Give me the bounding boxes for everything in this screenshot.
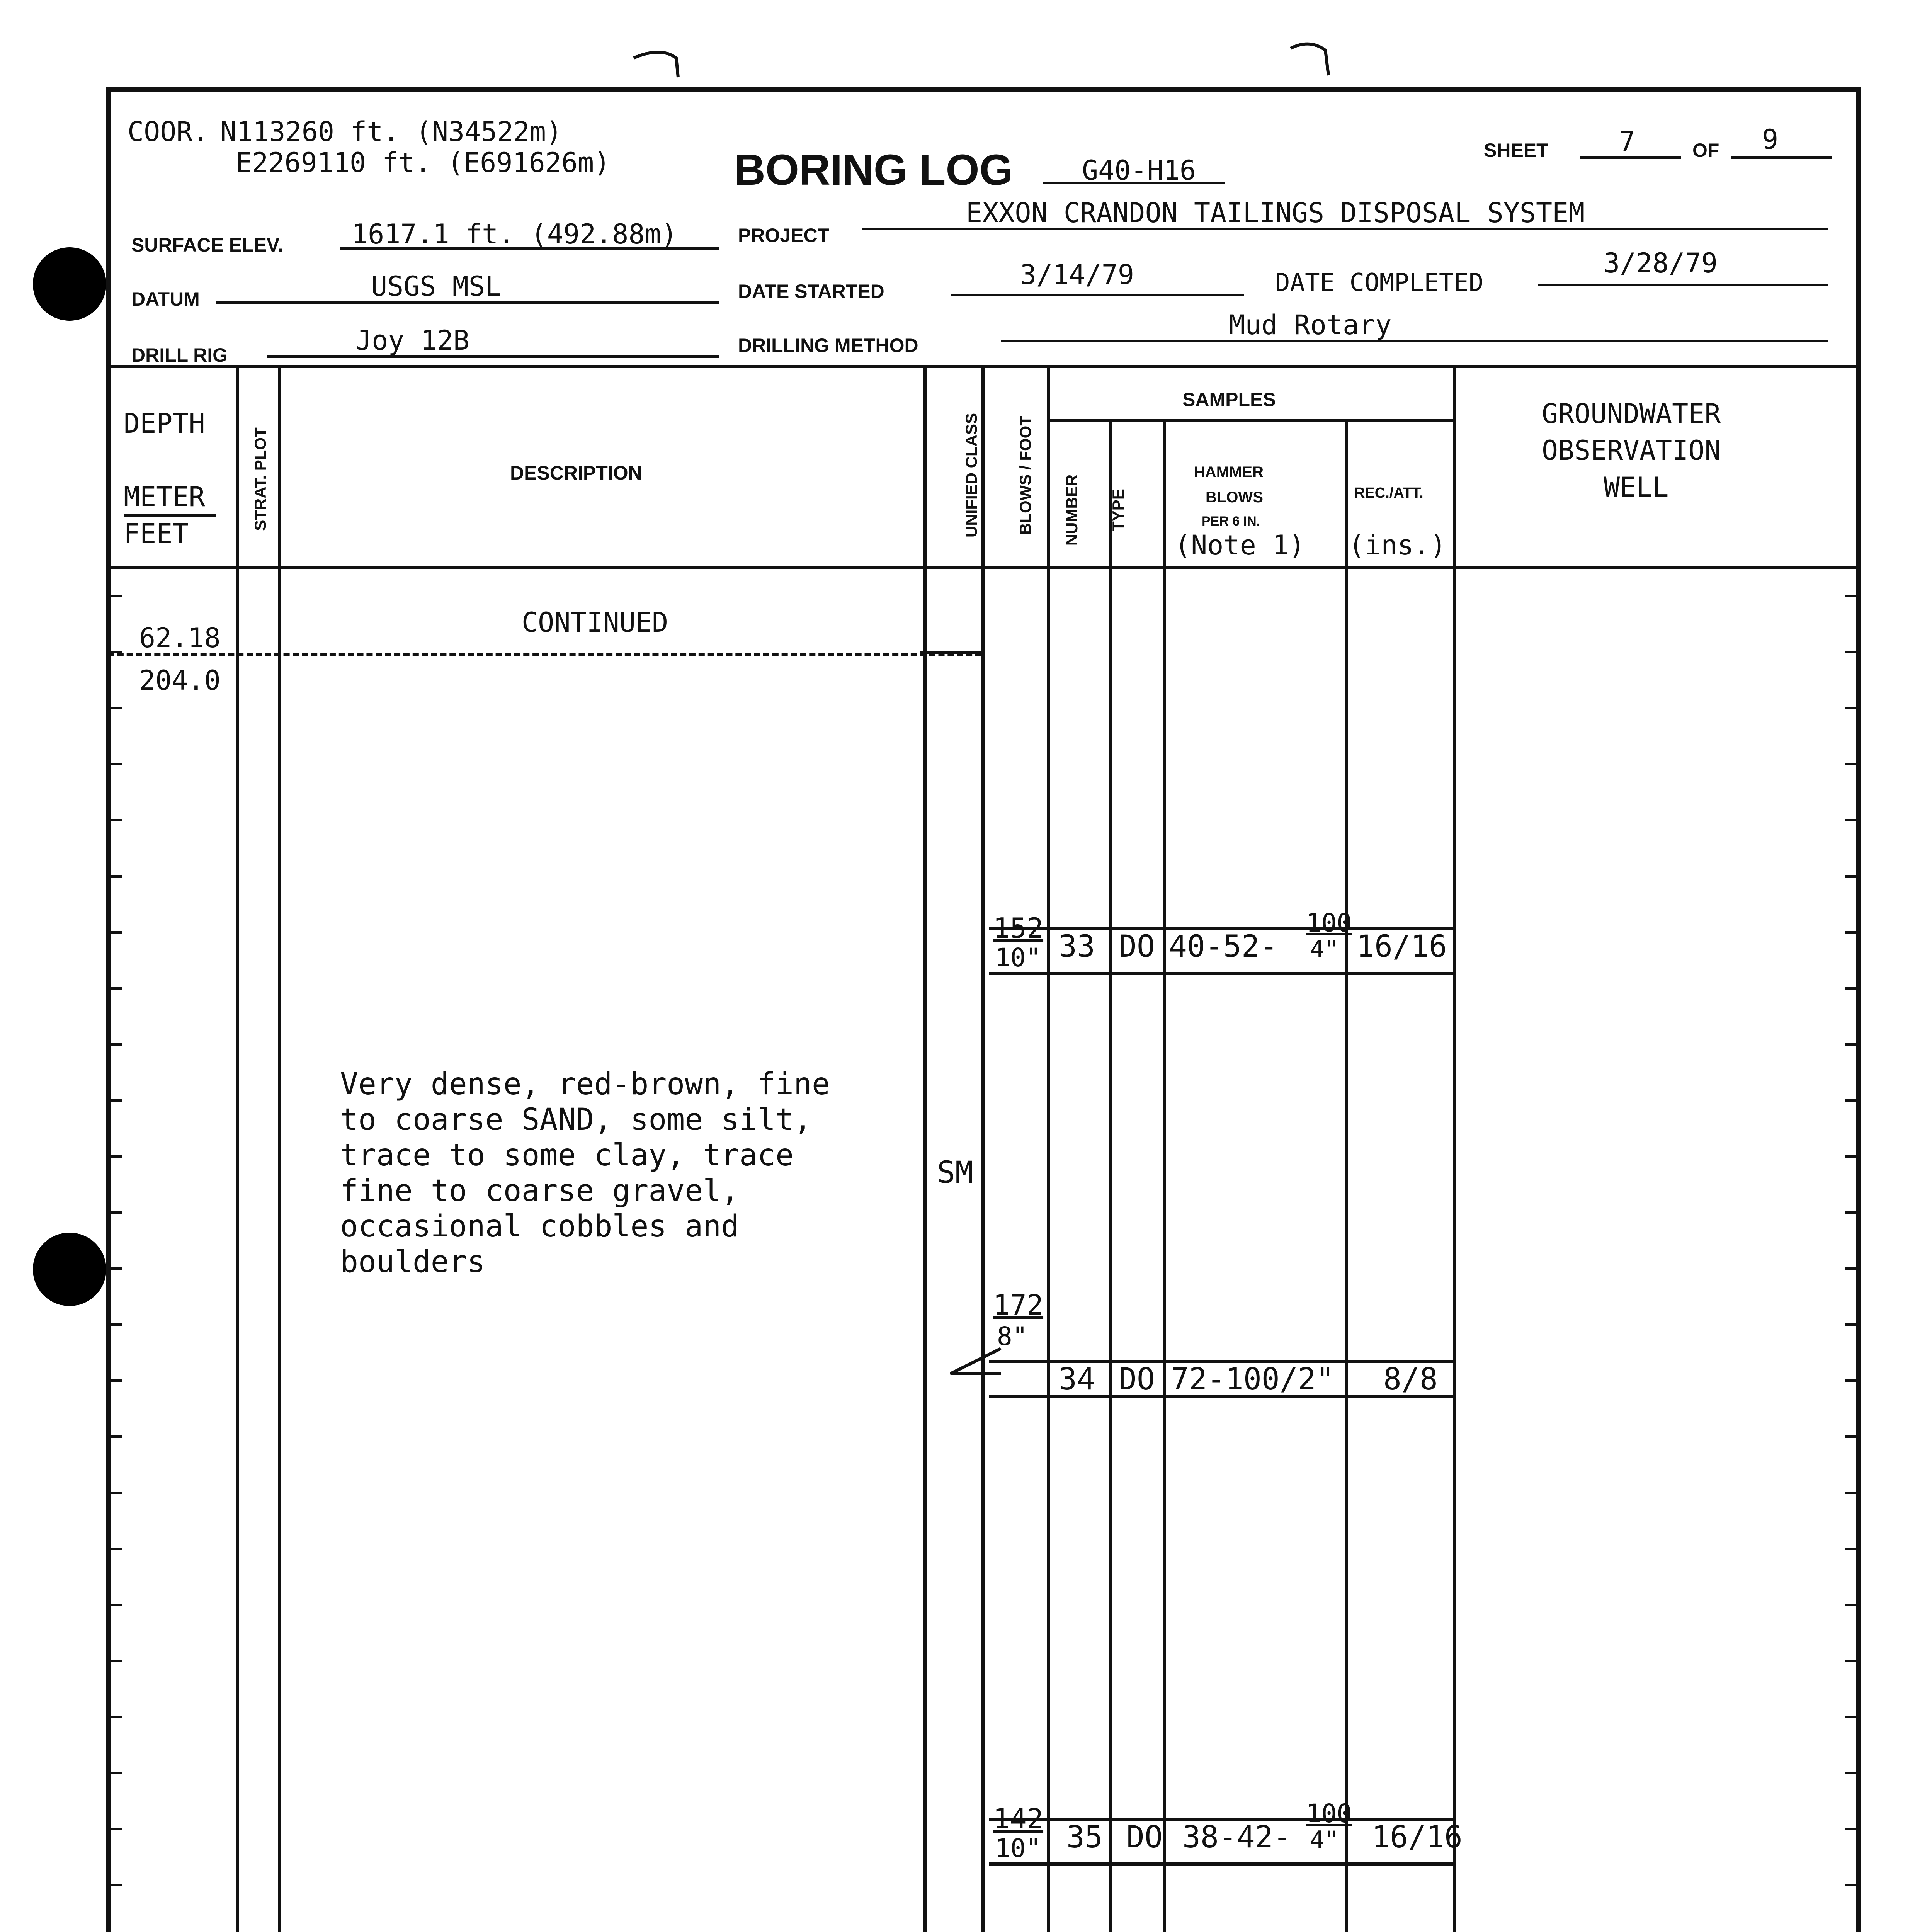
sample-34-blows-num: 172 [993, 1289, 1044, 1321]
depth-tick [110, 763, 122, 765]
drill-rig-label: DRILL RIG [131, 344, 228, 366]
depth-tick [1845, 987, 1857, 990]
sample-34-blows-den: 8" [997, 1321, 1028, 1351]
depth-tick [1845, 651, 1857, 653]
col-strat-plot: STRAT. PLOT [251, 427, 269, 531]
col-description: DESCRIPTION [510, 462, 642, 484]
top-boundary-dashed [108, 653, 981, 656]
sample-35-hammer-num: 100 [1306, 1799, 1352, 1828]
depth-tick [110, 987, 122, 990]
boring-log-title: BORING LOG [734, 146, 1013, 194]
depth-tick [110, 1435, 122, 1438]
depth-tick [1845, 1267, 1857, 1270]
depth-tick [1845, 1043, 1857, 1046]
col-line-number [1109, 419, 1112, 1932]
depth-tick [1845, 1716, 1857, 1718]
depth-tick [1845, 1660, 1857, 1662]
layer-1-class: SM [937, 1155, 973, 1190]
drilling-method-value: Mud Rotary [1229, 309, 1392, 341]
depth-tick [1845, 1604, 1857, 1606]
depth-tick [1845, 1492, 1857, 1494]
col-type: TYPE [1109, 489, 1127, 531]
depth-tick [110, 875, 122, 878]
drill-rig-underline [267, 355, 719, 358]
sample-35-bottom [989, 1862, 1453, 1866]
sample-33-blows-num: 152 [993, 912, 1044, 944]
punch-hole-middle [33, 1233, 106, 1306]
depth-tick [110, 1604, 122, 1606]
depth-tick [1845, 1548, 1857, 1550]
depth-tick [1845, 1884, 1857, 1886]
col-hammer-l1: HAMMER [1194, 464, 1264, 481]
depth-tick [1845, 1828, 1857, 1830]
col-meter: METER [124, 481, 205, 513]
datum-underline [216, 301, 719, 304]
col-blows-foot: BLOWS / FOOT [1016, 416, 1034, 535]
depth-top-meter: 62.18 [139, 622, 221, 654]
continued-top: CONTINUED [522, 607, 668, 638]
col-feet: FEET [124, 518, 189, 549]
boring-id: G40-H16 [1082, 155, 1196, 186]
col-rec-att: REC./ATT. [1354, 485, 1423, 501]
depth-tick [1845, 1435, 1857, 1438]
depth-tick [110, 1379, 122, 1382]
sample-35-blows-num: 142 [993, 1803, 1044, 1835]
depth-tick [110, 1211, 122, 1214]
depth-tick [1845, 1323, 1857, 1326]
coor-east: E2269110 ft. (E691626m) [236, 147, 611, 179]
depth-tick [1845, 1772, 1857, 1774]
sample-33-hammer-num: 100 [1306, 908, 1352, 938]
depth-tick [110, 1492, 122, 1494]
depth-tick [110, 1660, 122, 1662]
depth-tick [110, 1267, 122, 1270]
top-mark-left [630, 43, 688, 89]
depth-tick [110, 1548, 122, 1550]
coor-north: N113260 ft. (N34522m) [220, 116, 563, 148]
project-underline [862, 228, 1828, 230]
sheet-number-underline [1580, 156, 1681, 159]
project-label: PROJECT [738, 224, 830, 246]
depth-tick [110, 1155, 122, 1158]
datum-label: DATUM [131, 288, 200, 310]
depth-tick [1845, 875, 1857, 878]
sample-33-type: DO [1119, 929, 1155, 964]
top-boundary-solid [920, 651, 981, 654]
sample-34-rec: 8/8 [1383, 1362, 1438, 1397]
col-line-desc [923, 365, 927, 1932]
col-number: NUMBER [1063, 474, 1081, 546]
depth-tick [110, 1828, 122, 1830]
datum-value: USGS MSL [371, 270, 502, 302]
depth-tick [1845, 763, 1857, 765]
depth-tick [110, 707, 122, 709]
col-groundwater-l2: OBSERVATION [1542, 435, 1721, 466]
depth-tick [1845, 707, 1857, 709]
depth-tick [1845, 931, 1857, 934]
col-line-hammer [1345, 419, 1348, 1932]
punch-hole-top [33, 247, 106, 321]
date-started-label: DATE STARTED [738, 281, 884, 302]
sample-33-rec: 16/16 [1356, 929, 1447, 964]
sample-33-bottom [989, 972, 1453, 975]
depth-tick [1845, 1211, 1857, 1214]
depth-tick [1845, 595, 1857, 597]
sheet-total-underline [1731, 156, 1832, 159]
col-hammer-l2: BLOWS [1206, 489, 1263, 506]
project-value: EXXON CRANDON TAILINGS DISPOSAL SYSTEM [966, 197, 1585, 229]
depth-tick [1845, 819, 1857, 821]
surface-elev-label: SURFACE ELEV. [131, 234, 283, 256]
depth-tick [1845, 1379, 1857, 1382]
col-line-strat [278, 365, 281, 1932]
sample-35-blows-den: 10" [995, 1833, 1041, 1863]
sample-35-rec: 16/16 [1372, 1820, 1463, 1855]
col-line-blows [1047, 365, 1050, 1932]
col-groundwater-l3: WELL [1604, 471, 1669, 503]
sample-34-type: DO [1119, 1362, 1155, 1397]
depth-tick [110, 819, 122, 821]
date-completed-underline [1538, 284, 1828, 286]
boring-id-underline [1043, 182, 1225, 184]
col-line-depth [236, 365, 239, 1932]
depth-tick [110, 1099, 122, 1102]
sample-33-hammer-prefix: 40-52- [1169, 929, 1278, 964]
sample-33-blows-den: 10" [995, 943, 1041, 973]
surface-elev-underline [340, 247, 719, 250]
depth-tick [110, 1323, 122, 1326]
coor-label: COOR. [128, 116, 209, 148]
drilling-method-underline [1001, 340, 1828, 342]
meter-feet-divider [124, 514, 216, 517]
depth-top-feet: 204.0 [139, 665, 221, 696]
col-depth: DEPTH [124, 408, 205, 439]
sample-33-number: 33 [1059, 929, 1095, 964]
col-line-type [1163, 419, 1166, 1932]
top-mark-right [1283, 37, 1341, 87]
date-completed-label: DATE COMPLETED [1275, 269, 1484, 297]
sample-35-hammer-prefix: 38-42- [1182, 1820, 1291, 1855]
col-groundwater-l1: GROUNDWATER [1542, 398, 1721, 430]
sample-35-hammer-den: 4" [1310, 1826, 1339, 1854]
depth-tick [110, 1043, 122, 1046]
depth-tick [110, 595, 122, 597]
col-hammer-note: (Note 1) [1175, 529, 1305, 561]
col-line-rec [1453, 365, 1456, 1932]
col-line-class [981, 365, 985, 1932]
layer-1-description: Very dense, red-brown, fine to coarse SAND, some silt, trace to some clay, trace fine to coarse gravel, occasional cobbles and boulders [340, 1067, 830, 1279]
sample-34-hammer: 72-100/2" [1171, 1362, 1334, 1397]
date-started-underline [951, 294, 1244, 296]
depth-tick [1845, 1155, 1857, 1158]
sample-33-hammer-den: 4" [1310, 935, 1339, 963]
col-hammer-l3: PER 6 IN. [1202, 514, 1260, 529]
depth-tick [1845, 1099, 1857, 1102]
surface-elev-value: 1617.1 ft. (492.88m) [352, 218, 677, 250]
sheet-label: SHEET [1484, 139, 1548, 161]
date-completed-value: 3/28/79 [1604, 247, 1718, 279]
date-started-value: 3/14/79 [1020, 259, 1134, 291]
depth-tick [110, 931, 122, 934]
sheet-number: 7 [1619, 126, 1636, 157]
drill-rig-value: Joy 12B [355, 325, 470, 356]
samples-header-line [1047, 419, 1453, 422]
depth-tick [110, 1772, 122, 1774]
sheet-total: 9 [1762, 124, 1779, 155]
col-samples: SAMPLES [1182, 389, 1276, 410]
col-unified-class: UNIFIED CLASS [962, 413, 980, 538]
drilling-method-label: DRILLING METHOD [738, 335, 918, 356]
of-label: OF [1692, 139, 1719, 161]
depth-tick [110, 1716, 122, 1718]
depth-tick [110, 1884, 122, 1886]
sample-34-arrow [943, 1341, 1005, 1387]
col-rec-unit: (ins.) [1349, 529, 1446, 561]
sample-35-type: DO [1126, 1820, 1163, 1855]
sample-35-number: 35 [1066, 1820, 1103, 1855]
sample-34-number: 34 [1059, 1362, 1095, 1397]
